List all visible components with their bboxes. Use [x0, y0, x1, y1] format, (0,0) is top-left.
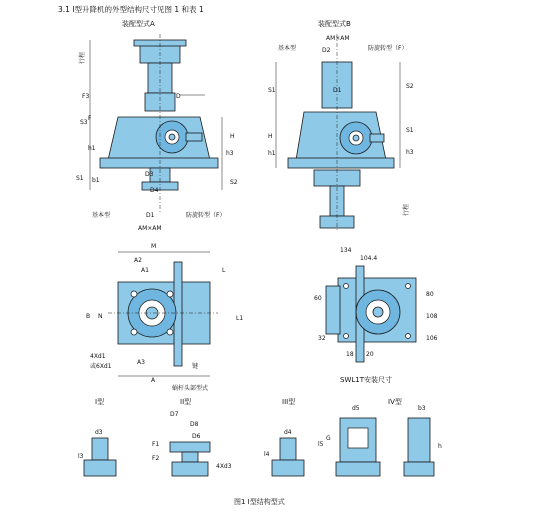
dim-d1-b: D1	[333, 87, 342, 94]
head2-d6: D6	[192, 433, 201, 440]
dim-h3-b: h3	[406, 149, 414, 156]
head4-h: h	[438, 443, 442, 450]
head1-d3: d3	[95, 429, 103, 436]
dim-4xd1: 4Xd1	[90, 353, 106, 360]
anti-rotation-label-a: 防旋转型（F）	[186, 212, 226, 219]
head-type-3	[264, 397, 304, 476]
dim-b: B	[86, 313, 91, 320]
dim-h3: h3	[226, 150, 234, 157]
dim-f3: F3	[82, 93, 90, 100]
plan-view	[86, 243, 243, 392]
dim-h1: h1	[88, 145, 96, 152]
head2-f1: F1	[152, 441, 160, 448]
type-a-title: 装配型式A	[122, 20, 155, 28]
head3-l4: l4	[264, 451, 270, 458]
dim-s2-b: S2	[406, 83, 414, 90]
dim-n: N	[98, 313, 103, 320]
swl-32: 32	[318, 335, 326, 342]
dim-h-b: H	[268, 133, 273, 140]
head-type-1	[78, 397, 116, 476]
worm-head-title: 蜗杆头部型式	[172, 385, 209, 392]
head-type-4	[318, 397, 442, 476]
anti-rotation-label-b: 防旋转型（F）	[368, 45, 408, 52]
dim-l: L	[222, 267, 226, 274]
dim-d1-a: D1	[146, 212, 155, 219]
dim-a2: A2	[134, 257, 142, 264]
swl-1044: 104.4	[360, 255, 378, 262]
stroke-label-b: 行程	[403, 203, 410, 216]
dim-s1-b: S1	[268, 87, 276, 94]
basic-type-label-b: 基本型	[278, 45, 297, 52]
head-type-1-label: I型	[95, 398, 105, 406]
head4-d5: d5	[352, 405, 360, 412]
dim-amxam-b: AM×AM	[326, 35, 350, 42]
dim-m: M	[151, 243, 157, 250]
dim-f: F	[88, 115, 92, 122]
dim-6xd1: 或6Xd1	[90, 363, 112, 370]
dim-d2: D2	[322, 47, 331, 54]
dim-s3: S3	[80, 119, 88, 126]
head4-b3: b3	[418, 405, 426, 412]
head2-d8: D8	[190, 421, 199, 428]
type-a-view	[76, 19, 238, 232]
head2-4xd3: 4Xd3	[216, 463, 232, 470]
dim-a1: A1	[141, 267, 149, 274]
dim-h1-b: h1	[268, 150, 276, 157]
dim-a3: A3	[137, 359, 145, 366]
head3-d4: d4	[284, 429, 292, 436]
swl-134: 134	[340, 247, 352, 254]
swl-80: 80	[426, 291, 434, 298]
type-b-view	[268, 19, 414, 232]
head4-l5: l5	[318, 441, 324, 448]
head2-f2: F2	[152, 455, 160, 462]
stroke-label: 行程	[79, 51, 86, 64]
swl-108: 108	[426, 313, 438, 320]
dim-d: D	[176, 93, 181, 100]
head4-g: G	[326, 435, 331, 442]
swl-18: 18	[346, 351, 354, 358]
dim-l1: L1	[236, 315, 244, 322]
dim-b1: b1	[92, 177, 100, 184]
dim-amxam-a: AM×AM	[138, 225, 162, 232]
dim-key: 键	[192, 363, 199, 370]
figure-caption: 图1 I型结构型式	[234, 498, 285, 506]
swl-title: SWL1T安装尺寸	[340, 376, 392, 384]
head2-d7: D7	[170, 411, 179, 418]
head-type-2	[152, 397, 232, 476]
swl-106: 106	[426, 335, 438, 342]
dim-s1-b2: S1	[406, 127, 414, 134]
head-type-3-label: III型	[282, 398, 296, 406]
dim-h: H	[230, 133, 235, 140]
head-type-4-label: IV型	[388, 398, 402, 406]
head1-l3: l3	[78, 453, 84, 460]
type-b-title: 装配型式B	[318, 20, 351, 28]
dim-s2: S2	[230, 179, 238, 186]
dim-d4: D4	[150, 187, 159, 194]
swl-install-view	[314, 247, 438, 384]
dim-a: A	[151, 377, 156, 384]
dim-s1: S1	[76, 175, 84, 182]
swl-60: 60	[314, 295, 322, 302]
head-type-2-label: II型	[180, 398, 192, 406]
swl-20: 20	[366, 351, 374, 358]
basic-type-label-a: 基本型	[92, 212, 111, 219]
dim-d3-a: D3	[145, 171, 154, 178]
header-text: 3.1 I型升降机的外型结构尺寸见图 1 和表 1	[58, 5, 204, 14]
